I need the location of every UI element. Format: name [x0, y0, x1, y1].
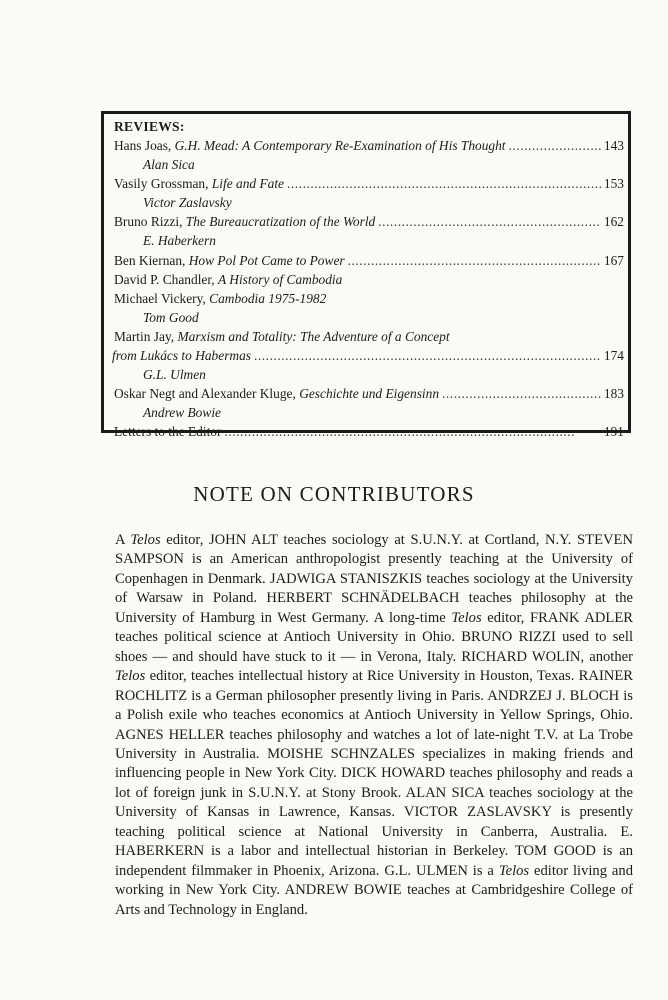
- reviewer-name: Alan Sica: [143, 157, 195, 173]
- leader-dots: [442, 384, 601, 403]
- reviews-heading: REVIEWS:: [114, 119, 185, 134]
- review-author: Oskar Negt and Alexander Kluge,: [114, 386, 300, 402]
- leader-dots: [224, 422, 600, 441]
- page-number: 143: [603, 138, 624, 153]
- review-title: The Bureaucratization of the World: [185, 214, 376, 230]
- review-entry: [114, 212, 624, 231]
- review-author: Michael Vickery,: [114, 290, 210, 306]
- review-entry: [114, 251, 624, 270]
- page-number: 183: [603, 386, 624, 402]
- review-title: Life and Fate: [211, 176, 284, 192]
- review-entry-continued: [112, 346, 624, 365]
- leader-dots: [378, 212, 601, 231]
- review-author: Bruno Rizzi,: [114, 214, 186, 230]
- review-entry: [114, 136, 624, 155]
- reviewer-name: E. Haberkern: [143, 233, 216, 249]
- review-entry: [114, 327, 624, 346]
- telos-italic: Telos: [130, 532, 161, 548]
- review-title: G.H. Mead: A Contemporary Re-Examination of His Thought: [174, 138, 506, 153]
- review-author: Vasily Grossman,: [114, 176, 212, 192]
- reviews-box: [101, 111, 631, 440]
- page-number: 153: [603, 176, 624, 192]
- review-title: from Lukács to Habermas: [112, 348, 251, 364]
- review-author: Martin Jay,: [114, 328, 178, 344]
- review-entry: [114, 174, 624, 193]
- leader-dots: [287, 174, 601, 193]
- reviewer-name: G.L. Ulmen: [143, 367, 206, 383]
- telos-italic: Telos: [451, 609, 482, 626]
- review-entry: [114, 289, 624, 308]
- review-entry: [114, 384, 624, 403]
- review-title: Marxism and Totality: The Adventure of a Concept: [177, 328, 450, 344]
- page-number: 174: [603, 348, 624, 364]
- contributors-text: A Telos editor, JOHN ALT teaches sociology at S.U.N.Y. at Cortland, N.Y. STEVEN SAMPSON is an American anthropologist presently teaching at the University of Copenhagen in Denmark. JADWIGA STANISZKIS teaches sociology at the University of Warsaw in Poland. HERBERT SCHNÄDELBACH teaches philosophy at the University of Hamburg in West Germany. A long-time Telos editor, FRANK ADLER teaches political science at Antioch University in Ohio. BRUNO RIZZI used to sell shoes — and should have stuck to it — in Verona, Italy. RICHARD WOLIN, another Telos editor, teaches intellectual history at Rice University in Houston, Texas. RAINER ROCHLITZ is a German philosopher presently living in Paris. ANDRZEJ J. BLOCH is a Polish exile who teaches economics at Antioch University in Yellow Springs, Ohio. AGNES HELLER teaches philosophy and watches a lot of late-night T.V. at La Trobe University in Australia. MOISHE SCHNZALES specializes in making friends and influencing people in New York City. DICK HOWARD teaches philosophy and reads a lot of foreign junk in S.U.N.Y. at Stony Brook. ALAN SICA teaches sociology at the University of Kansas in Lawrence, Kansas. VICTOR ZASLAVSKY is presently teaching political science at National University in Canberra, Australia. E. HABERKERN is a labor and intellectual historian in Berkeley. TOM GOOD is an independent filmmaker in Phoenix, Arizona. G.L. ULMEN is a Telos editor living and working in New York City. ANDREW BOWIE teaches at Cambridgeshire College of Arts and Technology in England.: [115, 532, 633, 918]
- review-author: Ben Kiernan,: [114, 252, 189, 268]
- letters-entry: [114, 422, 624, 441]
- review-title: Geschichte und Eigensinn: [299, 386, 440, 402]
- review-author: David P. Chandler,: [114, 271, 218, 287]
- review-title: A History of Cambodia: [217, 271, 343, 287]
- page-number: 191: [603, 424, 624, 440]
- letters-label: Letters to the Editor: [114, 424, 222, 440]
- telos-italic: Telos: [498, 862, 530, 879]
- leader-dots: [348, 251, 601, 270]
- reviewer-name: Tom Good: [143, 309, 199, 325]
- page-number: 167: [603, 252, 624, 268]
- telos-italic: Telos: [115, 668, 146, 685]
- leader-dots: [254, 346, 601, 365]
- review-title: Cambodia 1975-1982: [209, 290, 327, 306]
- review-entry: [114, 270, 624, 289]
- contributors-title: NOTE ON CONTRIBUTORS: [193, 482, 475, 506]
- reviewer-name: Andrew Bowie: [143, 405, 221, 421]
- leader-dots: [509, 136, 601, 155]
- review-author: Hans Joas,: [114, 138, 175, 153]
- review-title: How Pol Pot Came to Power: [188, 252, 345, 268]
- page-number: 162: [603, 214, 624, 230]
- reviewer-name: Victor Zaslavsky: [143, 195, 232, 211]
